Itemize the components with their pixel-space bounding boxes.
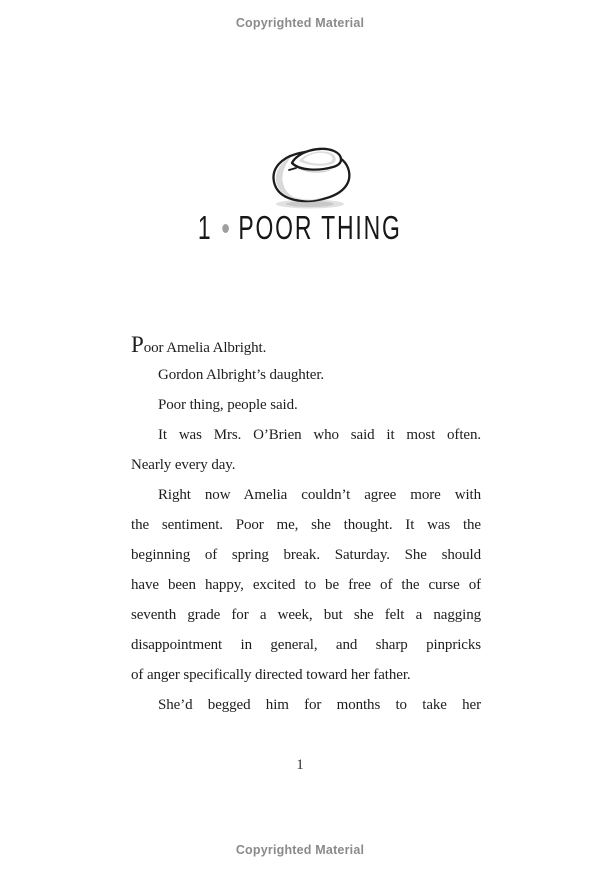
chapter-title-row	[198, 208, 402, 247]
body-line: It was Mrs. O’Brien who said it most often.	[158, 427, 481, 443]
body-line: have been happy, excited to be free of the curse of	[131, 577, 481, 593]
body-line: Poor thing, people said.	[158, 397, 298, 413]
body-line: disappointment in general, and sharp pinpricks	[131, 637, 481, 653]
page-number: 1	[296, 757, 304, 773]
chapter-heading	[0, 208, 600, 247]
copyright-notice-top: Copyrighted Material	[235, 16, 365, 30]
copyright-notice-bottom: Copyrighted Material	[235, 843, 365, 857]
body-text	[131, 330, 481, 720]
hat-illustration	[263, 141, 357, 211]
chapter-number: 1	[198, 208, 213, 247]
chapter-separator-dot	[222, 224, 229, 233]
body-line: of anger specifically directed toward her father.	[131, 667, 411, 683]
body-line: Gordon Albright’s daughter.	[158, 367, 325, 383]
body-line: She’d begged him for months to take her	[158, 697, 481, 713]
body-line: Nearly every day.	[131, 457, 236, 473]
body-line: Right now Amelia couldn’t agree more with	[158, 487, 481, 503]
raised-cap-letter: P	[131, 332, 144, 357]
body-line: Poor Amelia Albright.	[131, 332, 267, 357]
body-line: the sentiment. Poor me, she thought. It was the	[131, 517, 481, 533]
knit-hat-icon	[263, 141, 357, 211]
body-line: seventh grade for a week, but she felt a nagging	[131, 607, 481, 623]
chapter-title: POOR THING	[238, 208, 402, 247]
body-line: beginning of spring break. Saturday. She should	[131, 547, 481, 563]
